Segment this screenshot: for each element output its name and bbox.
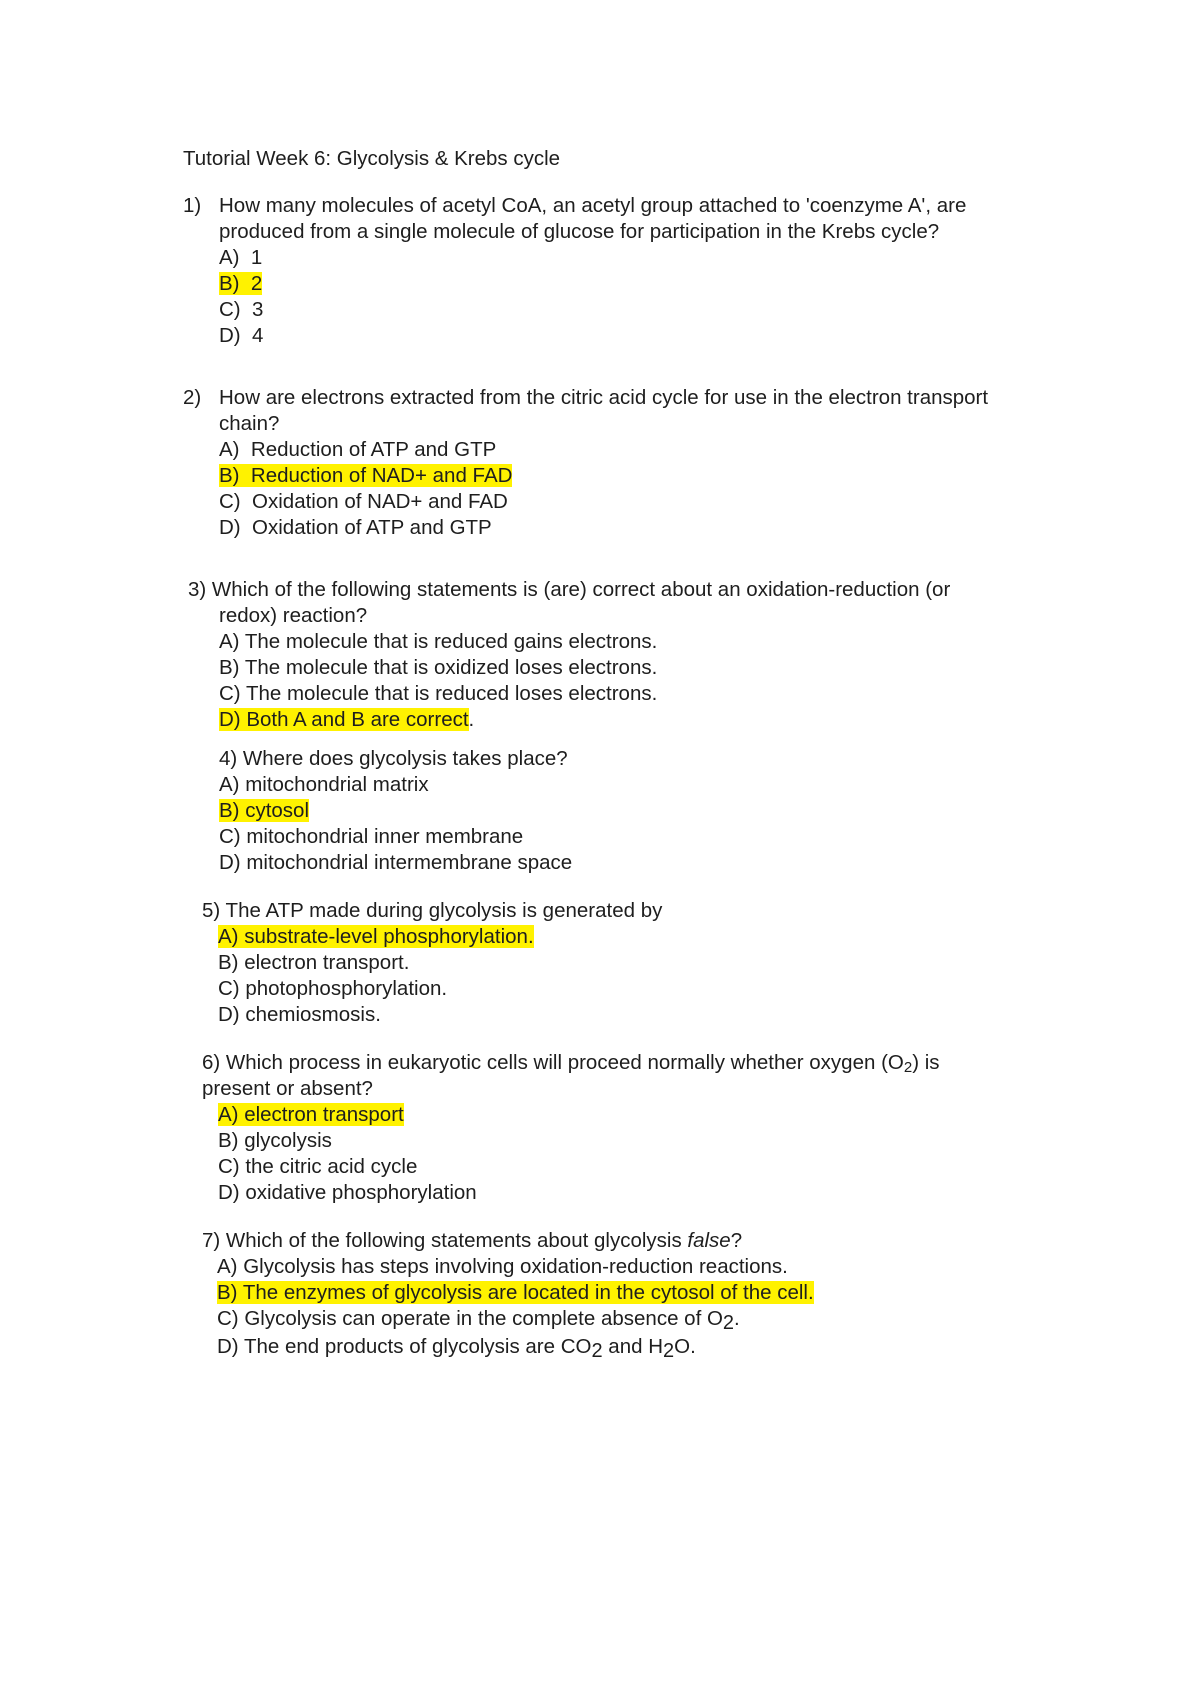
question-2-option-c: C) Oxidation of NAD+ and FAD <box>219 490 508 513</box>
question-2-option-d: D) Oxidation of ATP and GTP <box>219 516 492 539</box>
question-1-option-a: A) 1 <box>219 246 263 269</box>
question-6-option-b: B) glycolysis <box>218 1129 332 1152</box>
question-6-line-2: present or absent? <box>202 1077 373 1100</box>
question-5-line-1: 5) The ATP made during glycolysis is generated by <box>202 899 663 922</box>
question-3-option-b: B) The molecule that is oxidized loses electrons. <box>219 656 658 679</box>
question-6 <box>202 1050 940 1206</box>
question-4 <box>219 746 572 876</box>
question-6-option-a: A) electron transport <box>218 1103 404 1126</box>
question-5-option-a: A) substrate-level phosphorylation. <box>218 925 534 948</box>
question-1-option-c: C) 3 <box>219 298 264 321</box>
question-1-number: 1) <box>183 194 202 217</box>
question-5-option-c: C) photophosphorylation. <box>218 977 448 1000</box>
question-7 <box>202 1228 814 1362</box>
question-3-line-1: 3) Which of the following statements is (are) correct about an oxidation-reduction (or <box>188 578 951 601</box>
question-3-option-a: A) The molecule that is reduced gains electrons. <box>219 630 658 653</box>
question-3-line-2: redox) reaction? <box>219 604 368 627</box>
question-7-option-c: C) Glycolysis can operate in the complete absence of O2. <box>217 1307 740 1334</box>
question-4-option-b: B) cytosol <box>219 799 309 822</box>
question-6-line-1: 6) Which process in eukaryotic cells will proceed normally whether oxygen $(O_2)$ is <box>202 1051 940 1076</box>
question-2-option-a: A) Reduction of ATP and GTP <box>219 438 497 461</box>
question-2-option-b: B) Reduction of NAD+ and FAD <box>219 464 513 487</box>
question-6-option-c: C) the citric acid cycle <box>218 1155 418 1178</box>
question-1-line-1: 1) How many molecules of acetyl CoA, an acetyl group attached to 'coenzyme A', are <box>183 194 967 217</box>
question-4-option-a: A) mitochondrial matrix <box>219 773 429 796</box>
question-7-option-a: A) Glycolysis has steps involving oxidation-reduction reactions. <box>217 1255 788 1278</box>
question-3-option-d: D) Both A and B are correct. <box>219 708 475 731</box>
question-2-line-2: chain? <box>219 412 280 435</box>
question-1 <box>183 193 966 349</box>
question-7-line-1: 7) Which of the following statements about glycolysis false? <box>202 1229 743 1252</box>
question-7-option-d: D) The end products of glycolysis are CO2 and H2O. <box>217 1335 696 1362</box>
question-1-option-d: D) 4 <box>219 324 264 347</box>
question-2 <box>183 385 988 541</box>
question-3-option-c: C) The molecule that is reduced loses electrons. <box>219 682 658 705</box>
question-4-option-c: C) mitochondrial inner membrane <box>219 825 524 848</box>
question-4-option-d: D) mitochondrial intermembrane space <box>219 851 573 874</box>
question-6-option-d: D) oxidative phosphorylation <box>218 1181 477 1204</box>
question-2-line-1: 2) How are electrons extracted from the citric acid cycle for use in the electron transport <box>183 386 989 409</box>
question-5-option-b: B) electron transport. <box>218 951 410 974</box>
question-1-option-b: B) 2 <box>219 272 263 295</box>
question-5 <box>202 898 662 1028</box>
question-4-line-1: 4) Where does glycolysis takes place? <box>219 747 568 770</box>
question-2-number: 2) <box>183 386 202 409</box>
question-3 <box>188 577 950 733</box>
question-7-option-b: B) The enzymes of glycolysis are located in the cytosol of the cell. <box>217 1281 814 1304</box>
question-1-line-2: produced from a single molecule of glucose for participation in the Krebs cycle? <box>219 220 940 243</box>
page-title: Tutorial Week 6: Glycolysis & Krebs cycle <box>183 147 561 170</box>
question-5-option-d: D) chemiosmosis. <box>218 1003 381 1026</box>
